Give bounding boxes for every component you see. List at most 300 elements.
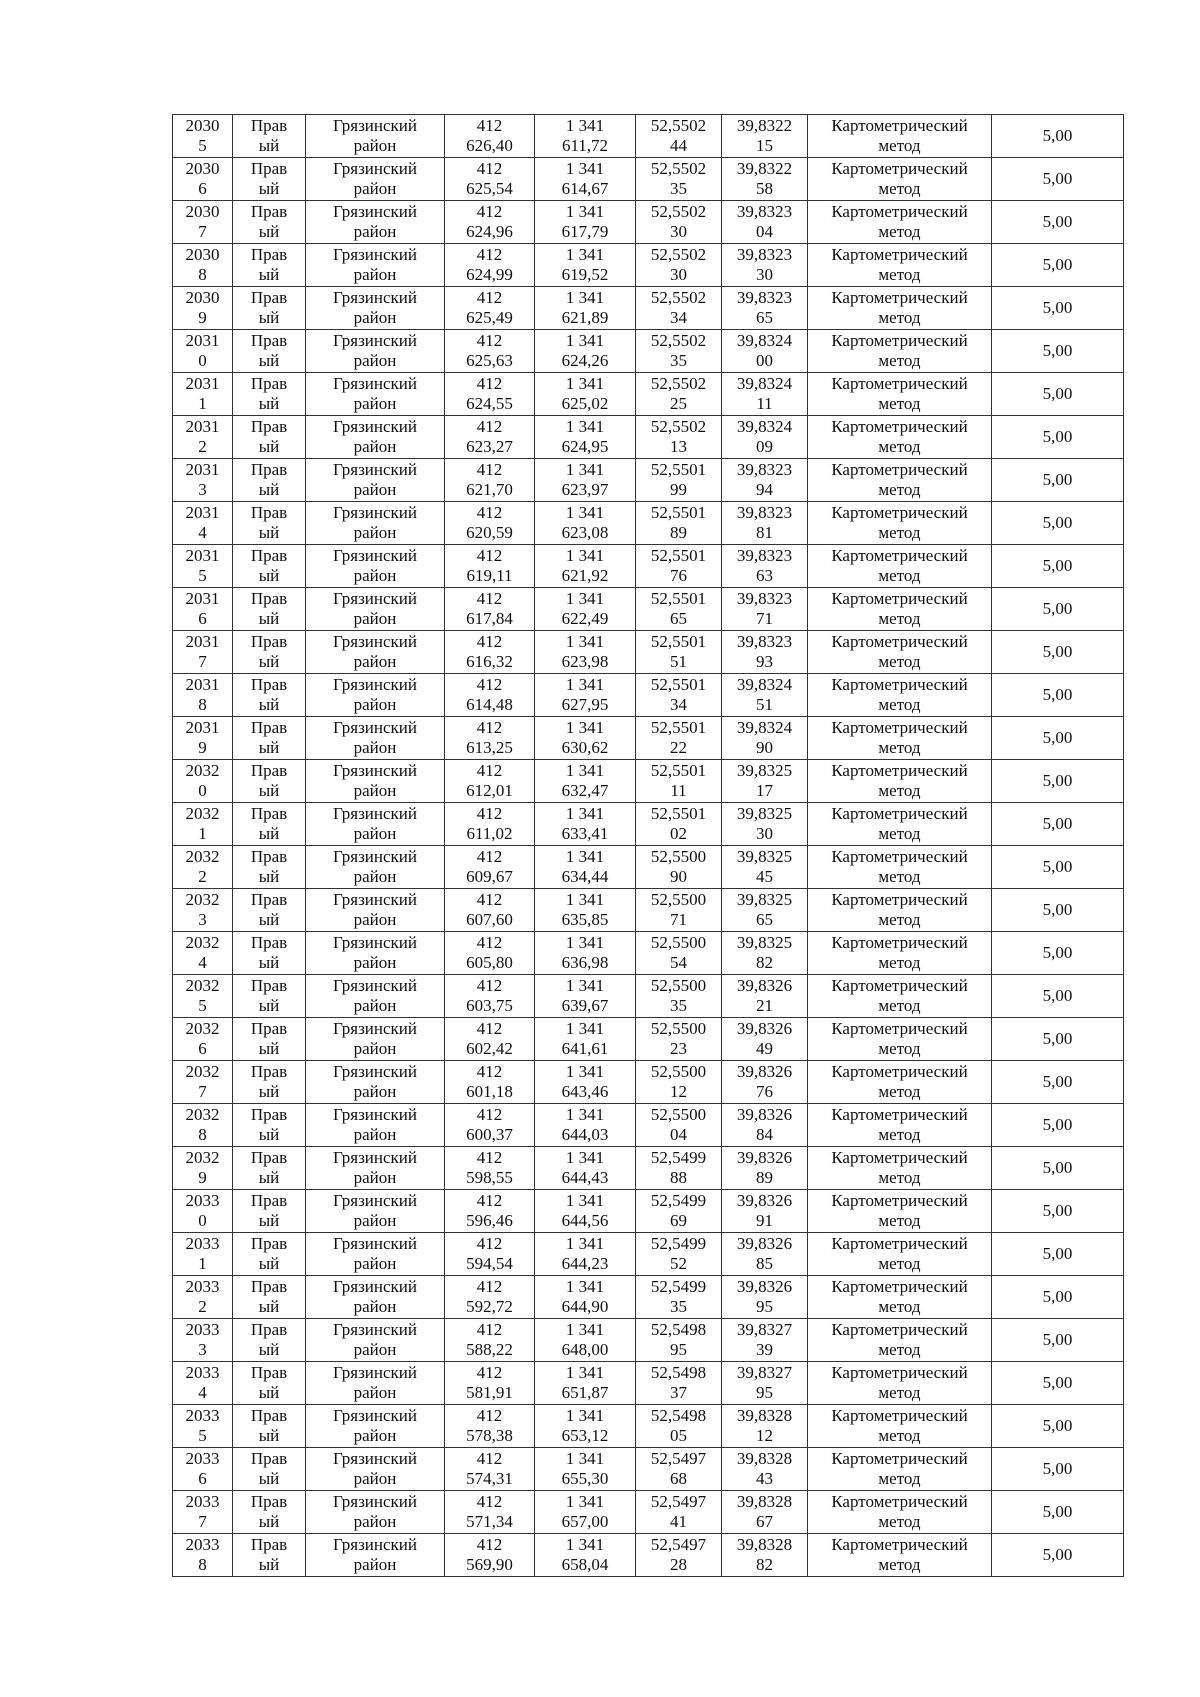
latitude-cell — [636, 717, 722, 760]
table-row — [173, 502, 1124, 545]
longitude-cell — [722, 1233, 808, 1276]
latitude-line-1: 52,5501 — [650, 460, 707, 479]
bank-side-line-2: ый — [258, 265, 280, 284]
latitude-line-2: 34 — [670, 695, 687, 714]
accuracy-cell: 5,00 — [992, 115, 1124, 158]
district-cell — [306, 545, 445, 588]
coord-y-cell — [535, 545, 636, 588]
coord-y-line-2: 644,03 — [561, 1125, 609, 1144]
point-number-cell — [173, 760, 233, 803]
point-number-line-1: 2032 — [185, 761, 220, 780]
coord-y-cell — [535, 846, 636, 889]
bank-side-cell — [233, 588, 306, 631]
bank-side-cell — [233, 416, 306, 459]
coord-y-line-1: 1 341 — [565, 890, 605, 909]
point-number-cell — [173, 717, 233, 760]
point-number-line-1: 2030 — [185, 288, 220, 307]
district-cell — [306, 459, 445, 502]
longitude-cell — [722, 459, 808, 502]
coord-y-line-1: 1 341 — [565, 718, 605, 737]
coord-y-cell — [535, 674, 636, 717]
district-line-2: район — [353, 136, 397, 155]
point-number-line-2: 1 — [198, 1254, 207, 1273]
method-line-2: метод — [878, 1254, 921, 1273]
district-line-1: Грязинский — [333, 718, 417, 737]
latitude-line-1: 52,5501 — [650, 503, 707, 522]
coord-y-cell — [535, 1104, 636, 1147]
longitude-cell — [722, 244, 808, 287]
bank-side-line-2: ый — [258, 1039, 280, 1058]
latitude-cell — [636, 545, 722, 588]
latitude-line-2: 37 — [670, 1383, 687, 1402]
bank-side-line-1: Прав — [250, 202, 288, 221]
method-cell — [808, 803, 992, 846]
coord-y-line-1: 1 341 — [565, 804, 605, 823]
district-line-2: район — [353, 1211, 397, 1230]
latitude-line-1: 52,5500 — [650, 976, 707, 995]
district-line-1: Грязинский — [333, 417, 417, 436]
bank-side-line-2: ый — [258, 738, 280, 757]
coord-x-cell — [445, 932, 535, 975]
longitude-line-2: 94 — [756, 480, 773, 499]
coord-x-line-1: 412 — [476, 245, 503, 264]
latitude-line-1: 52,5498 — [650, 1406, 707, 1425]
longitude-cell — [722, 373, 808, 416]
coord-x-line-2: 581,91 — [466, 1383, 513, 1402]
coord-y-cell — [535, 416, 636, 459]
coord-y-cell — [535, 1018, 636, 1061]
coord-y-cell — [535, 975, 636, 1018]
longitude-line-2: 04 — [756, 222, 773, 241]
district-line-2: район — [353, 695, 397, 714]
table-row — [173, 975, 1124, 1018]
longitude-cell — [722, 1147, 808, 1190]
coord-x-cell — [445, 803, 535, 846]
latitude-cell — [636, 1147, 722, 1190]
method-cell — [808, 1147, 992, 1190]
latitude-cell — [636, 803, 722, 846]
bank-side-line-2: ый — [258, 1555, 280, 1574]
coord-y-cell — [535, 330, 636, 373]
accuracy-cell: 5,00 — [992, 1319, 1124, 1362]
method-line-1: Картометрический — [831, 976, 968, 995]
coord-y-line-2: 623,98 — [561, 652, 609, 671]
district-line-1: Грязинский — [333, 1277, 417, 1296]
latitude-line-2: 13 — [670, 437, 687, 456]
longitude-cell — [722, 803, 808, 846]
bank-side-cell — [233, 1534, 306, 1577]
latitude-line-2: 05 — [670, 1426, 687, 1445]
longitude-line-2: 67 — [756, 1512, 773, 1531]
bank-side-line-2: ый — [258, 910, 280, 929]
bank-side-line-2: ый — [258, 1512, 280, 1531]
district-line-1: Грязинский — [333, 804, 417, 823]
bank-side-line-1: Прав — [250, 847, 288, 866]
table-row — [173, 1018, 1124, 1061]
district-cell — [306, 1534, 445, 1577]
method-cell — [808, 717, 992, 760]
latitude-line-2: 35 — [670, 996, 687, 1015]
point-number-line-1: 2033 — [185, 1191, 220, 1210]
district-line-2: район — [353, 523, 397, 542]
accuracy-cell: 5,00 — [992, 1362, 1124, 1405]
point-number-line-1: 2033 — [185, 1406, 220, 1425]
point-number-cell — [173, 1319, 233, 1362]
latitude-cell — [636, 1491, 722, 1534]
latitude-cell — [636, 115, 722, 158]
point-number-line-2: 8 — [198, 695, 207, 714]
district-line-2: район — [353, 1168, 397, 1187]
bank-side-cell — [233, 373, 306, 416]
longitude-cell — [722, 674, 808, 717]
coord-y-line-1: 1 341 — [565, 331, 605, 350]
district-cell — [306, 1362, 445, 1405]
point-number-cell — [173, 932, 233, 975]
bank-side-line-1: Прав — [250, 159, 288, 178]
bank-side-line-2: ый — [258, 437, 280, 456]
table-row — [173, 158, 1124, 201]
coord-y-cell — [535, 932, 636, 975]
coord-y-line-1: 1 341 — [565, 1320, 605, 1339]
coord-x-cell — [445, 287, 535, 330]
method-line-2: метод — [878, 738, 921, 757]
method-line-2: метод — [878, 1039, 921, 1058]
district-line-2: район — [353, 1340, 397, 1359]
point-number-line-2: 2 — [198, 437, 207, 456]
latitude-cell — [636, 1061, 722, 1104]
accuracy-cell: 5,00 — [992, 1405, 1124, 1448]
method-line-2: метод — [878, 265, 921, 284]
bank-side-cell — [233, 889, 306, 932]
method-cell — [808, 1104, 992, 1147]
method-line-1: Картометрический — [831, 1062, 968, 1081]
accuracy-cell: 5,00 — [992, 1534, 1124, 1577]
bank-side-line-2: ый — [258, 136, 280, 155]
bank-side-cell — [233, 1491, 306, 1534]
latitude-line-1: 52,5497 — [650, 1535, 707, 1554]
district-cell — [306, 1233, 445, 1276]
bank-side-cell — [233, 459, 306, 502]
method-line-2: метод — [878, 867, 921, 886]
longitude-line-1: 39,8323 — [736, 202, 793, 221]
longitude-cell — [722, 717, 808, 760]
bank-side-line-1: Прав — [250, 675, 288, 694]
longitude-line-2: 15 — [756, 136, 773, 155]
latitude-line-2: 44 — [670, 136, 687, 155]
coord-y-line-1: 1 341 — [565, 202, 605, 221]
district-line-1: Грязинский — [333, 331, 417, 350]
point-number-line-2: 7 — [198, 222, 207, 241]
district-cell — [306, 760, 445, 803]
bank-side-line-2: ый — [258, 953, 280, 972]
method-line-2: метод — [878, 1340, 921, 1359]
district-cell — [306, 975, 445, 1018]
method-line-2: метод — [878, 1426, 921, 1445]
point-number-line-2: 4 — [198, 953, 207, 972]
coord-x-cell — [445, 1534, 535, 1577]
longitude-cell — [722, 1448, 808, 1491]
point-number-line-1: 2031 — [185, 374, 220, 393]
district-line-1: Грязинский — [333, 976, 417, 995]
coord-x-cell — [445, 588, 535, 631]
point-number-line-1: 2032 — [185, 1062, 220, 1081]
latitude-line-1: 52,5500 — [650, 1105, 707, 1124]
coord-x-cell — [445, 416, 535, 459]
method-cell — [808, 502, 992, 545]
coord-y-cell — [535, 889, 636, 932]
point-number-line-1: 2033 — [185, 1234, 220, 1253]
accuracy-cell: 5,00 — [992, 760, 1124, 803]
latitude-line-1: 52,5501 — [650, 632, 707, 651]
table-row — [173, 416, 1124, 459]
longitude-line-1: 39,8322 — [736, 159, 793, 178]
bank-side-line-1: Прав — [250, 374, 288, 393]
coord-y-line-2: 655,30 — [561, 1469, 609, 1488]
longitude-line-2: 45 — [756, 867, 773, 886]
table-row — [173, 1190, 1124, 1233]
coord-x-line-2: 625,49 — [466, 308, 513, 327]
coord-y-cell — [535, 201, 636, 244]
coord-x-line-2: 598,55 — [466, 1168, 513, 1187]
method-line-1: Картометрический — [831, 718, 968, 737]
method-cell — [808, 201, 992, 244]
bank-side-line-2: ый — [258, 1383, 280, 1402]
point-number-line-2: 6 — [198, 609, 207, 628]
point-number-line-1: 2031 — [185, 546, 220, 565]
point-number-line-1: 2031 — [185, 718, 220, 737]
latitude-line-1: 52,5499 — [650, 1277, 707, 1296]
coord-x-line-1: 412 — [476, 1105, 503, 1124]
bank-side-line-1: Прав — [250, 460, 288, 479]
coord-x-cell — [445, 1147, 535, 1190]
coord-y-line-1: 1 341 — [565, 1449, 605, 1468]
longitude-line-1: 39,8326 — [736, 1148, 793, 1167]
longitude-cell — [722, 1190, 808, 1233]
method-line-1: Картометрический — [831, 761, 968, 780]
coord-y-cell — [535, 1362, 636, 1405]
bank-side-line-1: Прав — [250, 589, 288, 608]
district-cell — [306, 1018, 445, 1061]
district-line-2: район — [353, 1512, 397, 1531]
bank-side-line-1: Прав — [250, 890, 288, 909]
accuracy-cell: 5,00 — [992, 1190, 1124, 1233]
longitude-line-2: 81 — [756, 523, 773, 542]
point-number-line-1: 2032 — [185, 1105, 220, 1124]
method-line-2: метод — [878, 136, 921, 155]
latitude-line-2: 30 — [670, 222, 687, 241]
longitude-line-2: 17 — [756, 781, 773, 800]
bank-side-line-2: ый — [258, 1469, 280, 1488]
district-line-1: Грязинский — [333, 1320, 417, 1339]
latitude-cell — [636, 760, 722, 803]
bank-side-line-1: Прав — [250, 1019, 288, 1038]
bank-side-cell — [233, 545, 306, 588]
latitude-line-2: 51 — [670, 652, 687, 671]
method-line-1: Картометрический — [831, 1320, 968, 1339]
longitude-line-2: 21 — [756, 996, 773, 1015]
coord-y-line-2: 624,95 — [561, 437, 609, 456]
latitude-cell — [636, 1233, 722, 1276]
accuracy-cell: 5,00 — [992, 846, 1124, 889]
bank-side-line-1: Прав — [250, 1320, 288, 1339]
method-cell — [808, 889, 992, 932]
longitude-line-2: 11 — [756, 394, 773, 413]
method-line-1: Картометрический — [831, 546, 968, 565]
table-row — [173, 1405, 1124, 1448]
latitude-cell — [636, 1104, 722, 1147]
district-line-2: район — [353, 1125, 397, 1144]
method-line-2: метод — [878, 566, 921, 585]
latitude-line-1: 52,5502 — [650, 245, 707, 264]
point-number-cell — [173, 201, 233, 244]
district-line-1: Грязинский — [333, 503, 417, 522]
coord-x-cell — [445, 502, 535, 545]
coord-x-line-2: 596,46 — [466, 1211, 513, 1230]
accuracy-cell: 5,00 — [992, 287, 1124, 330]
longitude-line-1: 39,8325 — [736, 804, 793, 823]
coord-x-line-2: 612,01 — [466, 781, 513, 800]
district-line-1: Грязинский — [333, 675, 417, 694]
point-number-line-1: 2033 — [185, 1363, 220, 1382]
district-cell — [306, 1061, 445, 1104]
longitude-line-1: 39,8328 — [736, 1492, 793, 1511]
point-number-cell — [173, 1104, 233, 1147]
table-row — [173, 1147, 1124, 1190]
bank-side-line-1: Прав — [250, 761, 288, 780]
bank-side-cell — [233, 717, 306, 760]
district-line-2: район — [353, 1082, 397, 1101]
longitude-line-1: 39,8326 — [736, 1062, 793, 1081]
method-cell — [808, 846, 992, 889]
district-cell — [306, 588, 445, 631]
coord-y-line-1: 1 341 — [565, 546, 605, 565]
bank-side-line-1: Прав — [250, 1148, 288, 1167]
point-number-line-1: 2032 — [185, 1148, 220, 1167]
point-number-cell — [173, 803, 233, 846]
method-line-2: метод — [878, 1125, 921, 1144]
longitude-cell — [722, 932, 808, 975]
method-line-2: метод — [878, 222, 921, 241]
latitude-line-1: 52,5502 — [650, 417, 707, 436]
method-line-1: Картометрический — [831, 1019, 968, 1038]
accuracy-cell: 5,00 — [992, 201, 1124, 244]
point-number-cell — [173, 1534, 233, 1577]
coord-y-cell — [535, 459, 636, 502]
latitude-line-1: 52,5498 — [650, 1363, 707, 1382]
district-line-1: Грязинский — [333, 288, 417, 307]
method-line-1: Картометрический — [831, 804, 968, 823]
point-number-line-2: 7 — [198, 1082, 207, 1101]
coord-y-line-1: 1 341 — [565, 1535, 605, 1554]
coord-x-cell — [445, 201, 535, 244]
latitude-line-1: 52,5501 — [650, 761, 707, 780]
coord-y-line-1: 1 341 — [565, 245, 605, 264]
longitude-line-1: 39,8326 — [736, 976, 793, 995]
point-number-line-1: 2033 — [185, 1320, 220, 1339]
district-cell — [306, 287, 445, 330]
bank-side-cell — [233, 287, 306, 330]
coord-x-line-1: 412 — [476, 1363, 503, 1382]
longitude-cell — [722, 975, 808, 1018]
district-line-2: район — [353, 910, 397, 929]
accuracy-cell: 5,00 — [992, 588, 1124, 631]
method-cell — [808, 1190, 992, 1233]
point-number-cell — [173, 416, 233, 459]
bank-side-cell — [233, 1147, 306, 1190]
longitude-line-1: 39,8326 — [736, 1191, 793, 1210]
district-line-1: Грязинский — [333, 1406, 417, 1425]
table-row — [173, 1448, 1124, 1491]
coord-x-line-1: 412 — [476, 159, 503, 178]
coord-y-line-1: 1 341 — [565, 976, 605, 995]
table-row — [173, 1061, 1124, 1104]
district-cell — [306, 502, 445, 545]
coord-x-line-1: 412 — [476, 976, 503, 995]
latitude-line-1: 52,5502 — [650, 288, 707, 307]
latitude-cell — [636, 1362, 722, 1405]
coord-x-line-2: 625,63 — [466, 351, 513, 370]
bank-side-line-2: ый — [258, 179, 280, 198]
table-row — [173, 1276, 1124, 1319]
coord-y-line-2: 653,12 — [561, 1426, 609, 1445]
bank-side-line-1: Прав — [250, 804, 288, 823]
point-number-line-1: 2030 — [185, 202, 220, 221]
coord-y-cell — [535, 1319, 636, 1362]
point-number-line-2: 8 — [198, 1125, 207, 1144]
coord-x-cell — [445, 975, 535, 1018]
coord-x-cell — [445, 158, 535, 201]
coord-y-line-1: 1 341 — [565, 1019, 605, 1038]
method-line-1: Картометрический — [831, 1277, 968, 1296]
accuracy-cell: 5,00 — [992, 459, 1124, 502]
coord-y-line-1: 1 341 — [565, 374, 605, 393]
method-cell — [808, 932, 992, 975]
coord-y-line-1: 1 341 — [565, 1062, 605, 1081]
accuracy-cell: 5,00 — [992, 674, 1124, 717]
coord-x-line-2: 621,70 — [466, 480, 513, 499]
latitude-line-1: 52,5500 — [650, 1019, 707, 1038]
table-row — [173, 760, 1124, 803]
coord-y-line-1: 1 341 — [565, 1277, 605, 1296]
bank-side-line-2: ый — [258, 394, 280, 413]
accuracy-cell: 5,00 — [992, 502, 1124, 545]
table-body — [173, 115, 1124, 1577]
coord-y-cell — [535, 1276, 636, 1319]
longitude-cell — [722, 1319, 808, 1362]
district-line-1: Грязинский — [333, 1234, 417, 1253]
accuracy-cell: 5,00 — [992, 631, 1124, 674]
coord-y-cell — [535, 373, 636, 416]
coord-x-line-2: 616,32 — [466, 652, 513, 671]
bank-side-cell — [233, 1061, 306, 1104]
district-cell — [306, 1276, 445, 1319]
latitude-line-2: 69 — [670, 1211, 687, 1230]
bank-side-cell — [233, 803, 306, 846]
coord-x-line-1: 412 — [476, 331, 503, 350]
longitude-cell — [722, 115, 808, 158]
longitude-line-1: 39,8325 — [736, 933, 793, 952]
point-number-cell — [173, 588, 233, 631]
coord-x-line-1: 412 — [476, 503, 503, 522]
latitude-line-2: 65 — [670, 609, 687, 628]
bank-side-line-1: Прав — [250, 245, 288, 264]
longitude-line-2: 82 — [756, 1555, 773, 1574]
latitude-line-2: 23 — [670, 1039, 687, 1058]
district-line-1: Грязинский — [333, 1019, 417, 1038]
longitude-line-1: 39,8327 — [736, 1320, 793, 1339]
coord-x-line-2: 619,11 — [466, 566, 513, 585]
coord-x-line-1: 412 — [476, 1191, 503, 1210]
